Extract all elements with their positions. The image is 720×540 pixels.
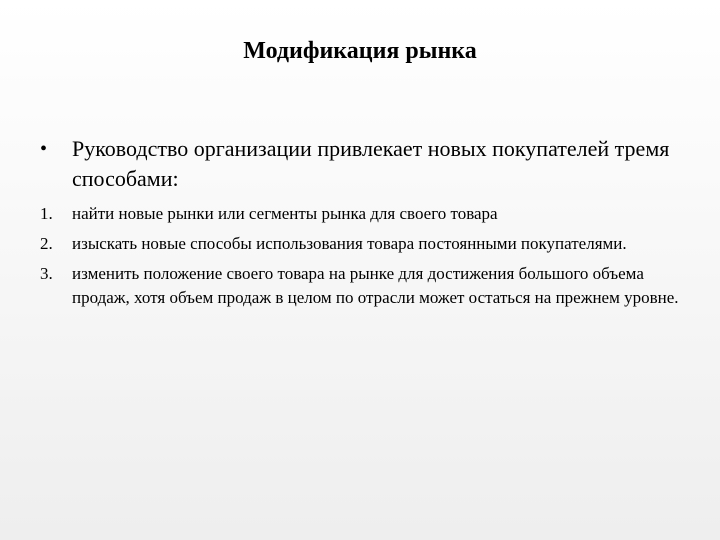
bullet-text: Руководство организации привлекает новых покупателей тремя способами:	[72, 136, 670, 191]
list-number: 3.	[40, 264, 53, 283]
numbered-list	[40, 202, 690, 316]
list-item-text: изменить положение своего товара на рынке для достижения большого объема продаж, хотя объем продаж в целом по отрасли может остаться на прежнем уровне.	[72, 264, 679, 307]
list-item	[40, 232, 690, 256]
list-item	[40, 202, 690, 226]
bullet-marker: •	[40, 138, 48, 160]
bullet-item	[40, 134, 690, 194]
list-number: 1.	[40, 204, 53, 223]
list-item-text: изыскать новые способы использования товара постоянными покупателями.	[72, 234, 627, 253]
list-item	[40, 262, 690, 310]
slide-title: Модификация рынка	[243, 38, 477, 64]
list-number: 2.	[40, 234, 53, 253]
bullet-block	[40, 134, 690, 194]
list-item-text: найти новые рынки или сегменты рынка для своего товара	[72, 204, 498, 223]
